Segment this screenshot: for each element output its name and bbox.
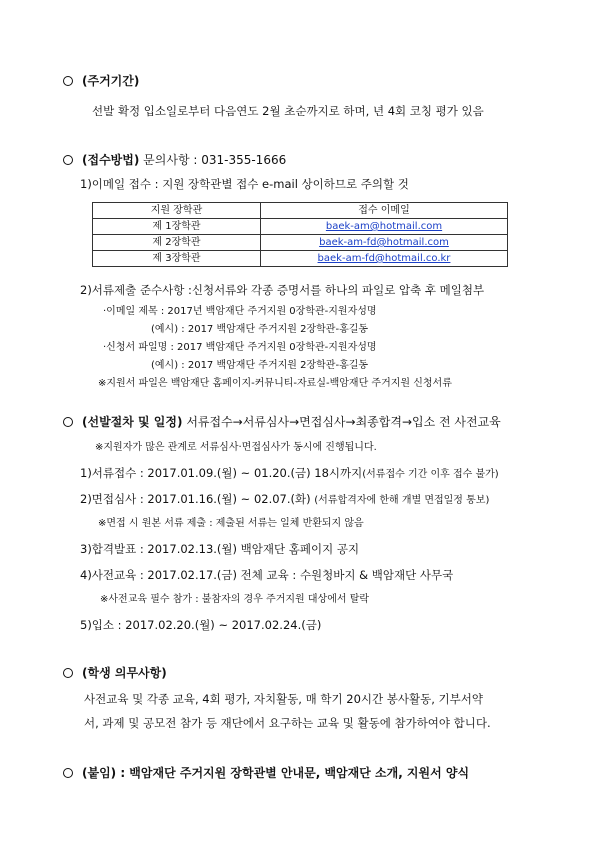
contact-info: 문의사항 : 031-355-1666 — [143, 153, 287, 167]
table-row — [93, 219, 508, 235]
submission-rules-item: 2)서류제출 준수사항 :신청서류와 각종 증명서를 하나의 파일로 압축 후 메일첨부 — [80, 283, 485, 297]
section-process-title: (선발절차 및 일정) 서류접수→서류심사→면접심사→최종합격→입소 전 사전교육 — [63, 414, 501, 430]
section-apply-title: (접수방법) 문의사항 : 031-355-1666 — [63, 152, 286, 168]
section-residence-title: (주거기간) — [63, 73, 139, 89]
table-cell-email[interactable] — [261, 251, 508, 267]
residence-body: 선발 확정 입소일로부터 다음연도 2월 초순까지로 하며, 년 4회 코칭 평가 있음 — [92, 104, 484, 118]
circle-bullet-icon — [63, 76, 73, 86]
note-line: ·신청서 파일명 : 2017 백암재단 주거지원 0장학관-지원자성명 — [103, 342, 377, 353]
step-5: 5)입소 : 2017.02.20.(월) ~ 2017.02.24.(금) — [80, 618, 322, 632]
email-submission-item: 1)이메일 접수 : 지원 장학관별 접수 e-mail 상이하므로 주의할 것 — [80, 177, 409, 191]
section-attach-title: (붙임) : 백암재단 주거지원 장학관별 안내문, 백암재단 소개, 지원서 양식 — [63, 765, 469, 781]
table-cell-hall: 제 2장학관 — [93, 235, 261, 251]
note-line: ·이메일 제목 : 2017년 백암재단 주거지원 0장학관-지원자성명 — [103, 306, 377, 317]
process-flow: 서류접수→서류심사→면접심사→최종합격→입소 전 사전교육 — [186, 415, 501, 429]
note-line: (예시) : 2017 백암재단 주거지원 2장학관-홍길동 — [151, 360, 369, 371]
step-2-note: ※면접 시 원본 서류 제출 : 제출된 서류는 일체 반환되지 않음 — [98, 518, 364, 529]
email-link[interactable]: baek-am@hotmail.com — [325, 221, 443, 232]
table-cell-hall: 제 3장학관 — [93, 251, 261, 267]
step-4-note: ※사전교육 필수 참가 : 불참자의 경우 주거지원 대상에서 탈락 — [100, 594, 370, 605]
table-header: 접수 이메일 — [261, 203, 508, 219]
email-link[interactable]: baek-am-fd@hotmail.com — [319, 237, 449, 248]
table-row — [93, 235, 508, 251]
circle-bullet-icon — [63, 417, 73, 427]
table-cell-hall: 제 1장학관 — [93, 219, 261, 235]
circle-bullet-icon — [63, 668, 73, 678]
note-line: ※지원서 파일은 백암재단 홈페이지-커뮤니티-자료실-백암재단 주거지원 신청서류 — [98, 378, 452, 389]
step-2: 2)면접심사 : 2017.01.16.(월) ~ 02.07.(화) (서류합격자에 한해 개별 면접일정 통보) — [80, 492, 490, 506]
note-line: (예시) : 2017 백암재단 주거지원 2장학관-홍길동 — [151, 324, 369, 335]
step-4: 4)사전교육 : 2017.02.17.(금) 전체 교육 : 수원청바지 & 백암재단 사무국 — [80, 568, 454, 582]
circle-bullet-icon — [63, 155, 73, 165]
email-link[interactable]: baek-am-fd@hotmail.co.kr — [317, 253, 451, 264]
step-1: 1)서류접수 : 2017.01.09.(월) ~ 01.20.(금) 18시까지(서류접수 기간 이후 접수 불가) — [80, 466, 499, 480]
step-3: 3)합격발표 : 2017.02.13.(월) 백암재단 홈페이지 공지 — [80, 542, 360, 556]
table-header-row — [93, 203, 508, 219]
table-header: 지원 장학관 — [93, 203, 261, 219]
circle-bullet-icon — [63, 768, 73, 778]
email-table — [92, 202, 508, 267]
duties-body: 사전교육 및 각종 교육, 4회 평가, 자치활동, 매 학기 20시간 봉사활동, 기부서약 서, 과제 및 공모전 참가 등 재단에서 요구하는 교육 및 활동에 참가하여야 합니다. — [84, 692, 491, 730]
table-cell-email[interactable] — [261, 219, 508, 235]
table-row — [93, 251, 508, 267]
section-duties-title: (학생 의무사항) — [63, 665, 167, 681]
process-note: ※지원자가 많은 관계로 서류심사·면접심사가 동시에 진행됩니다. — [95, 442, 377, 453]
table-cell-email[interactable] — [261, 235, 508, 251]
